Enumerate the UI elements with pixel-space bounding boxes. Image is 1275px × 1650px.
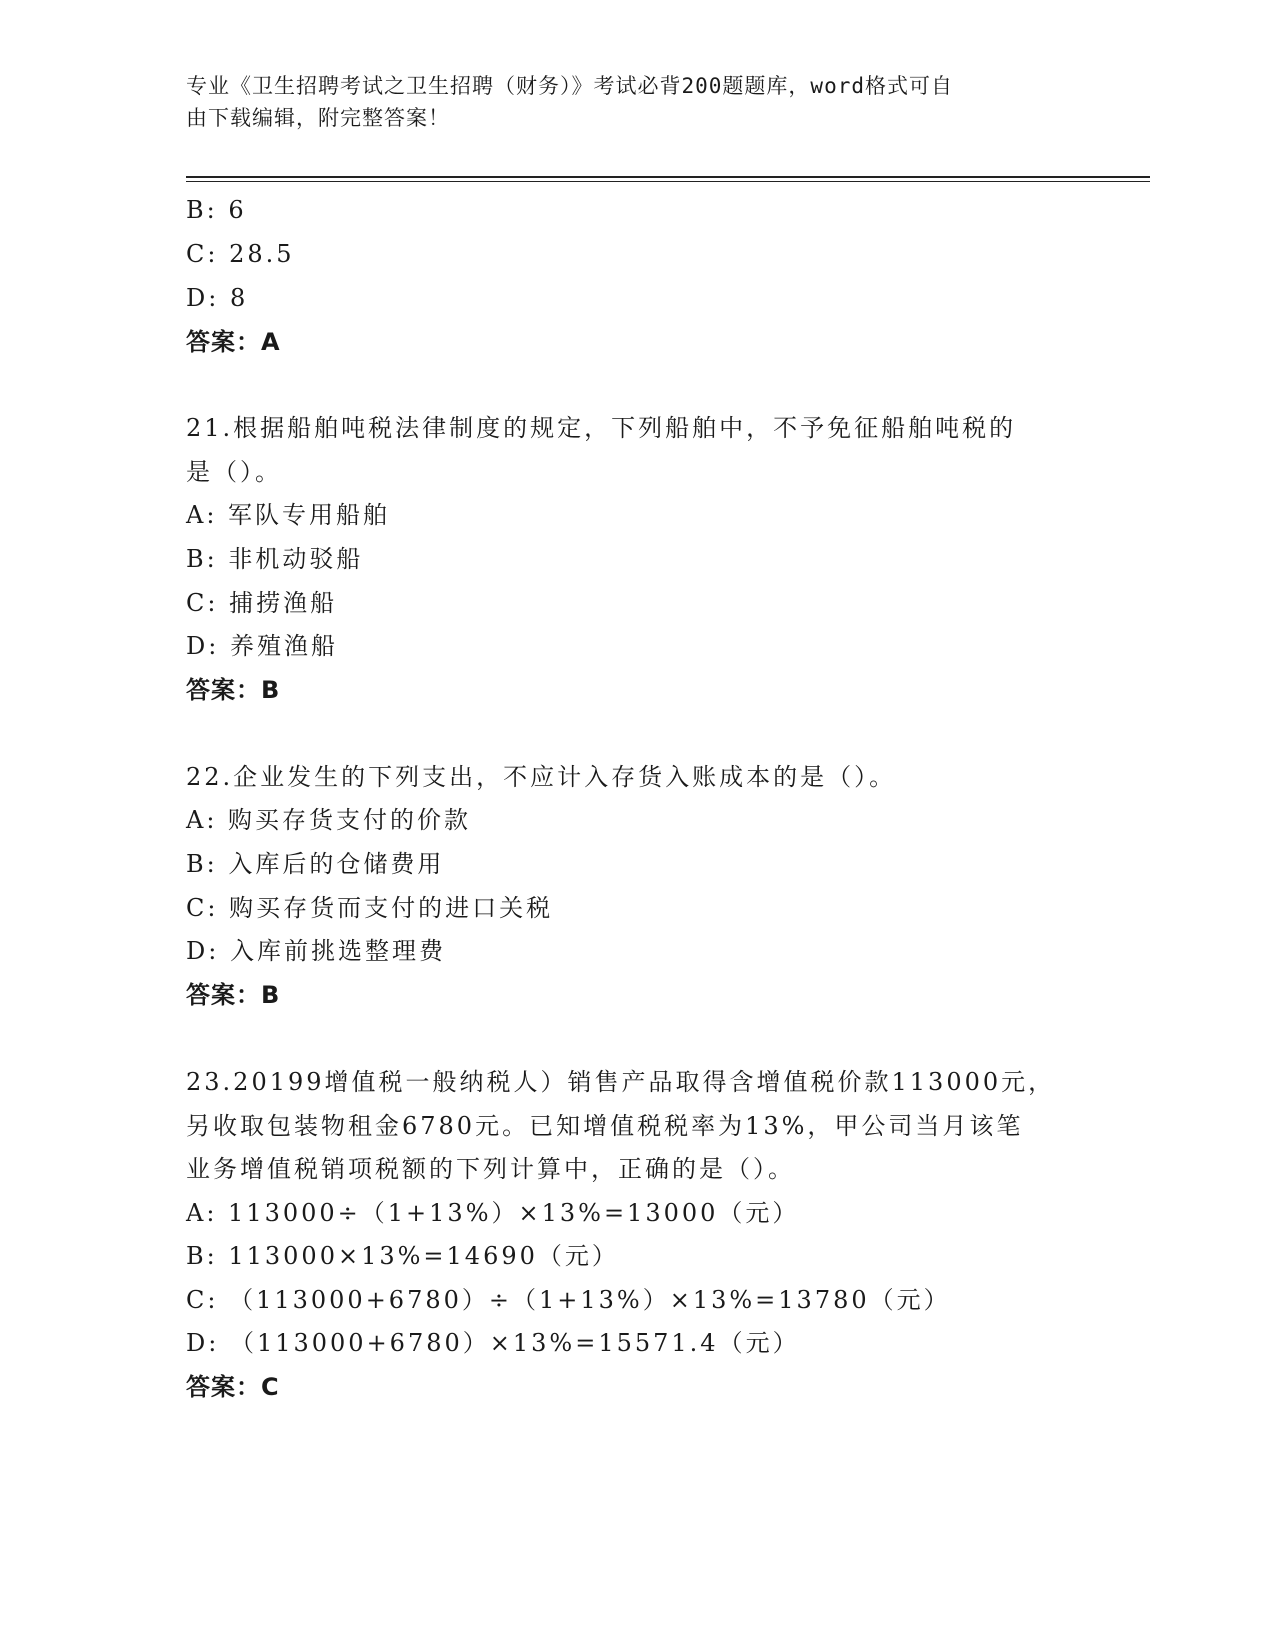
q23-stem-line-1: 23.20199增值税一般纳税人）销售产品取得含增值税价款113000元， [186,1068,1056,1096]
q22-option-d: D: 入库前挑选整理费 [186,937,446,965]
q23-option-a: A: 113000÷（1+13%）×13%=13000（元） [186,1199,800,1227]
q22-option-b: B: 入库后的仓储费用 [186,850,445,878]
q23-stem-line-3: 业务增值税销项税额的下列计算中，正确的是（）。 [186,1155,795,1183]
q21-option-b: B: 非机动驳船 [186,545,364,573]
header-divider-thin [186,181,1150,182]
q23-answer: 答案：C [186,1373,280,1401]
q21-stem-line-1: 21.根据船舶吨税法律制度的规定，下列船舶中，不予免征船舶吨税的 [186,414,1017,442]
q22-option-c: C: 购买存货而支付的进口关税 [186,894,554,922]
q21-answer: 答案：B [186,676,281,704]
q22-stem-line-1: 22.企业发生的下列支出，不应计入存货入账成本的是（）。 [186,763,897,791]
header-divider-thick [186,176,1150,178]
q23-option-d: D: （113000+6780）×13%=15571.4（元） [186,1329,800,1357]
q20-option-c: C: 28.5 [186,240,295,268]
q21-option-a: A: 军队专用船舶 [186,501,391,529]
q23-stem-line-2: 另收取包装物租金6780元。已知增值税税率为13%，甲公司当月该笔 [186,1112,1024,1140]
page-header [186,70,1066,134]
q21-option-d: D: 养殖渔船 [186,632,338,660]
q20-option-b: B: 6 [186,196,247,224]
q22-answer: 答案：B [186,981,281,1009]
q20-answer: 答案：A [186,328,281,356]
q23-option-c: C: （113000+6780）÷（1+13%）×13%=13780（元） [186,1286,951,1314]
q20-option-d: D: 8 [186,284,249,312]
header-line-2: 由下载编辑，附完整答案！ [186,106,450,130]
header-line-1: 专业《卫生招聘考试之卫生招聘（财务）》考试必背200题题库，word格式可自 [186,74,953,98]
q21-option-c: C: 捕捞渔船 [186,589,338,617]
q23-option-b: B: 113000×13%=14690（元） [186,1242,619,1270]
q22-option-a: A: 购买存货支付的价款 [186,806,472,834]
q21-stem-line-2: 是（）。 [186,458,282,486]
